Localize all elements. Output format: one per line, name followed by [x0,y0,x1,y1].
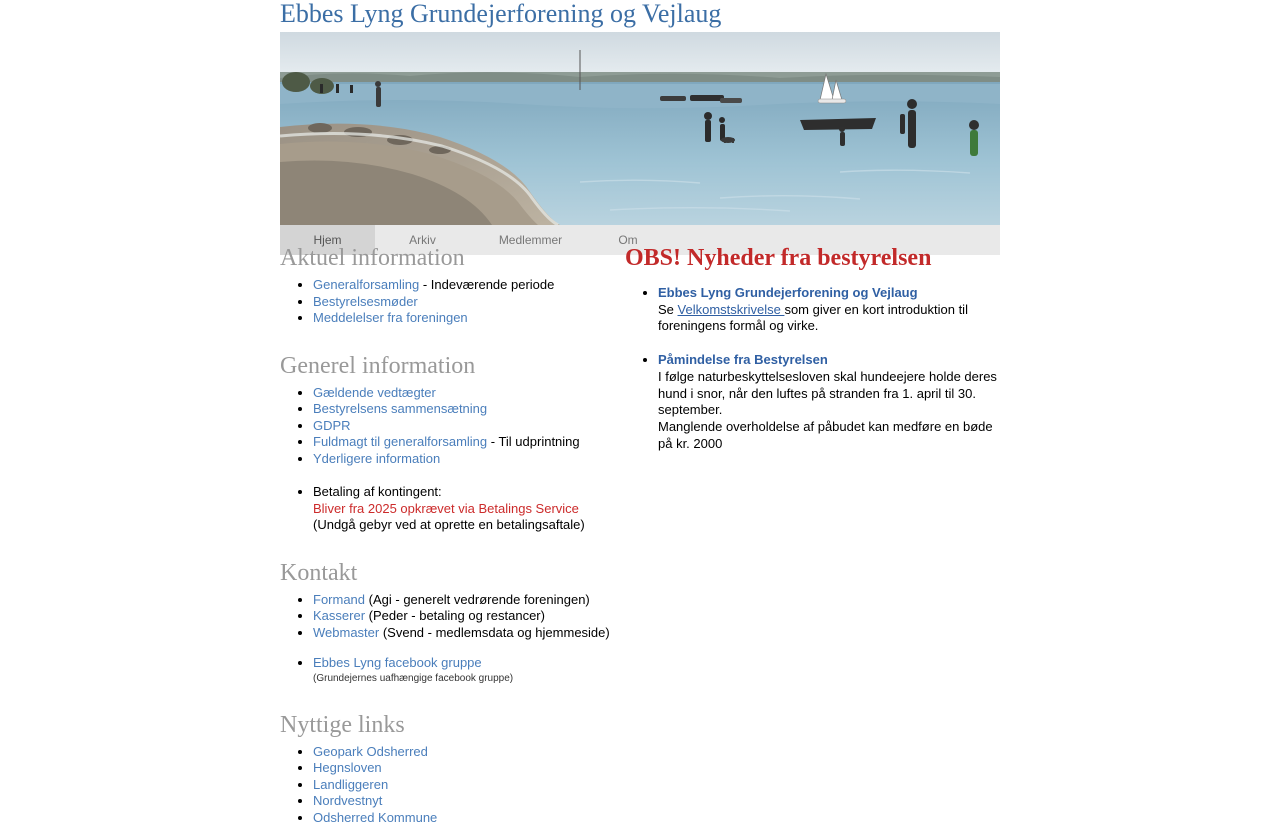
suffix-text: (Agi - generelt vedrørende foreningen) [365,592,590,607]
beach-photo-illustration [280,32,1000,225]
heading-nyttige-links: Nyttige links [280,712,640,738]
facebook-list [280,655,640,686]
suffix-text: (Peder - betaling og restancer) [365,608,545,623]
heading-generel-information: Generel information [280,353,640,379]
suffix-text: - Indeværende periode [419,277,554,292]
payment-line-2: Bliver fra 2025 opkrævet via Betalings Service [313,501,640,518]
suffix-text: (Svend - medlemsdata og hjemmeside) [379,625,610,640]
list-item [313,744,640,761]
news-pre-text: Se [658,302,678,317]
nav-item-hjem[interactable]: Hjem [280,225,375,255]
right-column [625,245,1000,452]
news-post-text: som giver en kort introduktion til foreningens formål og virke. [658,302,968,334]
link-webmaster[interactable]: Webmaster [313,625,379,640]
list-item [313,434,640,451]
aktuel-information-list [280,277,640,327]
list-item [313,385,640,402]
link-formand[interactable]: Formand [313,592,365,607]
nav-item-om[interactable]: Om [591,225,665,255]
link-landliggeren[interactable]: Landliggeren [313,777,388,792]
list-item [313,810,640,826]
list-item [313,277,640,294]
nyttige-links-list [280,744,640,826]
list-item [313,451,640,468]
news-item-paamindelse [658,352,1000,452]
banner-image [280,32,1000,225]
list-item [313,760,640,777]
nav-item-arkiv[interactable]: Arkiv [375,225,470,255]
suffix-text: - Til udprintning [487,434,580,449]
news-item-velkomst [658,285,1000,335]
link-nordvestnyt[interactable]: Nordvestnyt [313,793,382,808]
link-geopark-odsherred[interactable]: Geopark Odsherred [313,744,428,759]
nav-item-medlemmer[interactable]: Medlemmer [470,225,591,255]
kontakt-list [280,592,640,642]
link-velkomstskrivelse[interactable]: Velkomstskrivelse [678,302,785,317]
link-bestyrelsens-sammensaetning[interactable]: Bestyrelsens sammensætning [313,401,487,416]
list-item [313,418,640,435]
list-item [313,592,640,609]
facebook-note: (Grundejernes uafhængige facebook gruppe) [313,672,640,686]
list-item [313,310,640,327]
link-facebook-gruppe[interactable]: • Ebbes Lyng facebook gruppe [313,655,640,672]
generel-information-list [280,385,640,468]
site-container [280,0,1000,255]
link-gaeldende-vedtaegter[interactable]: Gældende vedtægter [313,385,436,400]
list-item [313,625,640,642]
link-kasserer[interactable]: Kasserer [313,608,365,623]
list-item [313,401,640,418]
page-title: Ebbes Lyng Grundejerforening og Vejlaug [280,0,1000,32]
heading-kontakt: Kontakt [280,560,640,586]
list-item [313,655,640,686]
list-item [313,608,640,625]
list-item [313,294,640,311]
link-hegnsloven[interactable]: Hegnsloven [313,760,382,775]
news-body-line-2: Manglende overholdelse af påbudet kan medføre en bøde på kr. 2000 [658,419,1000,452]
link-fuldmagt-til-generalforsamling[interactable]: Fuldmagt til generalforsamling [313,434,487,449]
news-body-line-1: I følge naturbeskyttelsesloven skal hundeejere holde deres hund i snor, når den luftes på stranden fra 1. april til 30. september. [658,369,1000,419]
list-item [313,777,640,794]
news-list [625,285,1000,452]
link-meddelelser-fra-foreningen[interactable]: Meddelelser fra foreningen [313,310,468,325]
payment-line-3: (Undgå gebyr ved at oprette en betalingsaftale) [313,517,640,534]
list-item [313,484,640,534]
payment-line-1: • Betaling af kontingent: [313,484,640,501]
list-item [313,793,640,810]
payment-list [280,484,640,534]
news-title: • Påmindelse fra Bestyrelsen [658,352,1000,369]
link-odsherred-kommune[interactable]: Odsherred Kommune [313,810,437,825]
link-generalforsamling[interactable]: Generalforsamling [313,277,419,292]
spacer [280,467,640,484]
link-yderligere-information[interactable]: Yderligere information [313,451,440,466]
spacer [280,641,640,655]
link-gdpr[interactable]: GDPR [313,418,351,433]
news-title: • Ebbes Lyng Grundejerforening og Vejlaug [658,285,1000,302]
link-bestyrelsesmoeder[interactable]: Bestyrelsesmøder [313,294,418,309]
heading-aktuel-information: Aktuel information [280,245,640,271]
left-column [280,245,640,826]
heading-obs-nyheder: OBS! Nyheder fra bestyrelsen [625,245,1000,271]
